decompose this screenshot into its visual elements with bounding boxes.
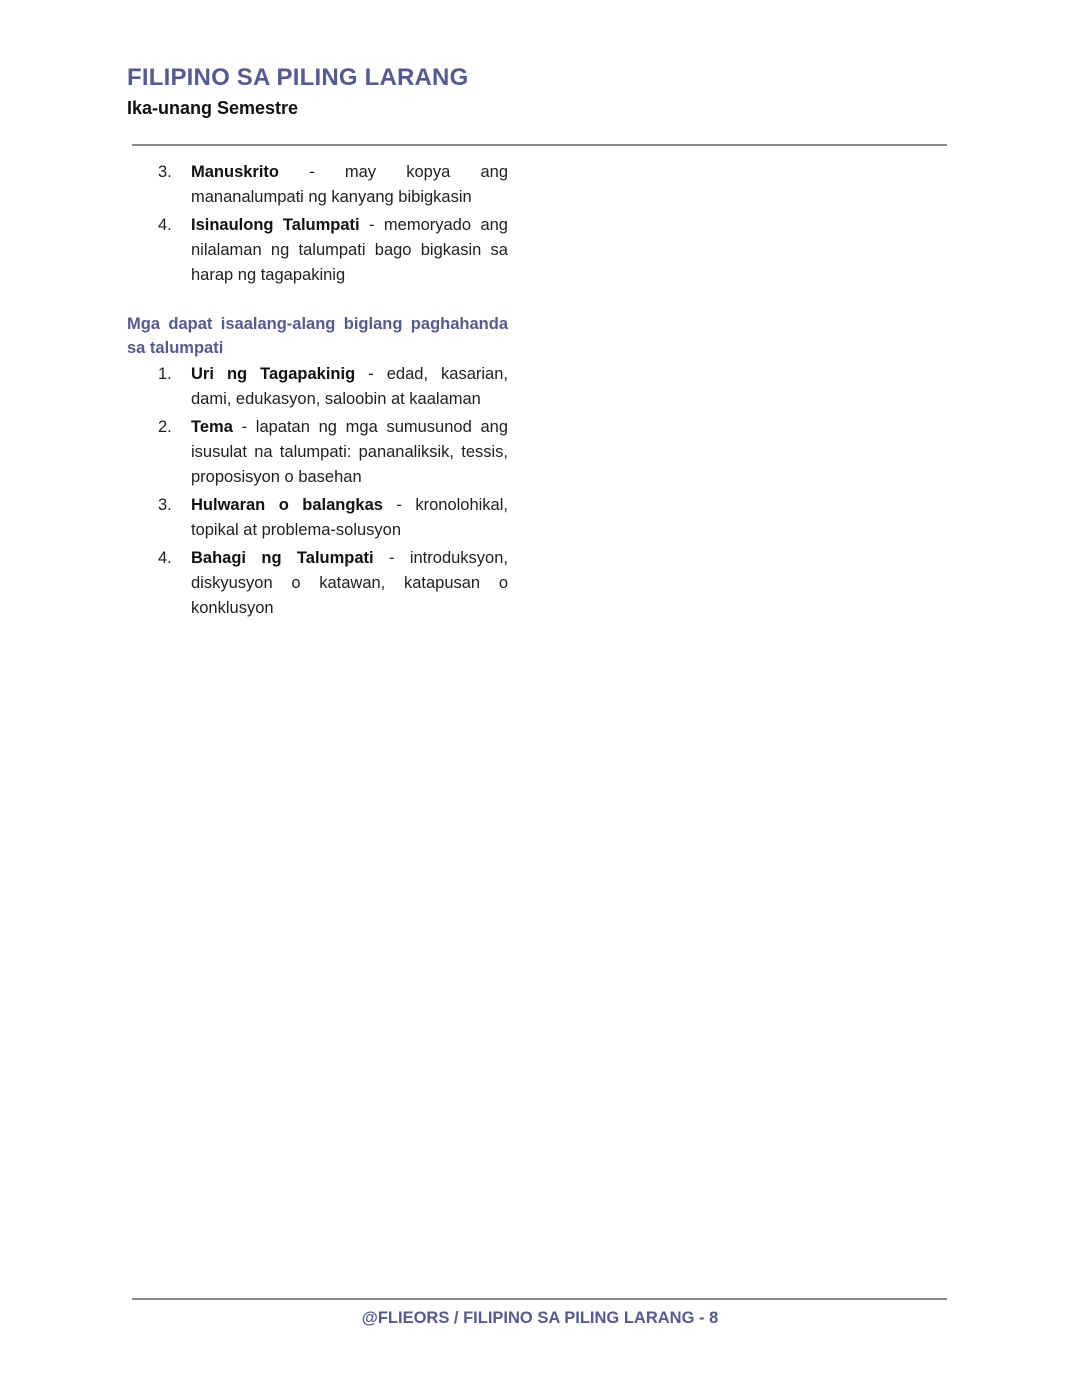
list-item-term: Uri ng Tagapakinig xyxy=(191,365,356,383)
section-list xyxy=(127,362,508,621)
page-footer: @FLIEORS / FILIPINO SA PILING LARANG - 8 xyxy=(361,1309,719,1327)
list-item-number: 1. xyxy=(158,365,172,383)
list-item-definition: - edad, kasarian, dami, edukasyon, saloobin at kaalaman xyxy=(191,365,508,408)
list-item-definition: - lapatan ng mga sumusunod ang isusulat na talumpati: pananaliksik, tessis, proposisyon o basehan xyxy=(191,418,508,486)
list-item-definition: - kronolohikal, topikal at problema-solusyon xyxy=(191,496,508,539)
list-item-number: 2. xyxy=(158,418,172,436)
list-item-definition: - introduksyon, diskyusyon o katawan, katapusan o konklusyon xyxy=(191,549,508,617)
list-item xyxy=(127,546,508,621)
section-heading: Mga dapat isaalang-alang biglang paghahanda sa talumpati xyxy=(127,315,508,357)
list-item xyxy=(127,213,508,288)
list-item-number: 4. xyxy=(158,216,172,234)
footer-divider xyxy=(132,1298,947,1300)
list-item xyxy=(127,415,508,490)
page-subtitle: Ika-unang Semestre xyxy=(127,98,299,118)
list-item-term: Bahagi ng Talumpati xyxy=(191,549,374,567)
list-item xyxy=(127,362,508,412)
list-item-number: 4. xyxy=(158,549,172,567)
list-item-number: 3. xyxy=(158,496,172,514)
list-item-term: Hulwaran o balangkas xyxy=(191,496,383,514)
list-item-definition: - memoryado ang nilalaman ng talumpati bago bigkasin sa harap ng tagapakinig xyxy=(191,216,508,284)
list-item xyxy=(127,493,508,543)
content-column xyxy=(127,160,508,624)
continued-list xyxy=(127,160,508,288)
list-item-number: 3. xyxy=(158,163,172,181)
list-item-term: Manuskrito xyxy=(191,163,280,181)
list-item-term: Isinaulong Talumpati xyxy=(191,216,360,234)
list-item xyxy=(127,160,508,210)
page-title: FILIPINO SA PILING LARANG xyxy=(127,64,469,91)
header-divider xyxy=(132,144,947,146)
list-item-definition: - may kopya ang mananalumpati ng kanyang bibigkasin xyxy=(191,163,508,206)
list-item-term: Tema xyxy=(191,418,233,436)
